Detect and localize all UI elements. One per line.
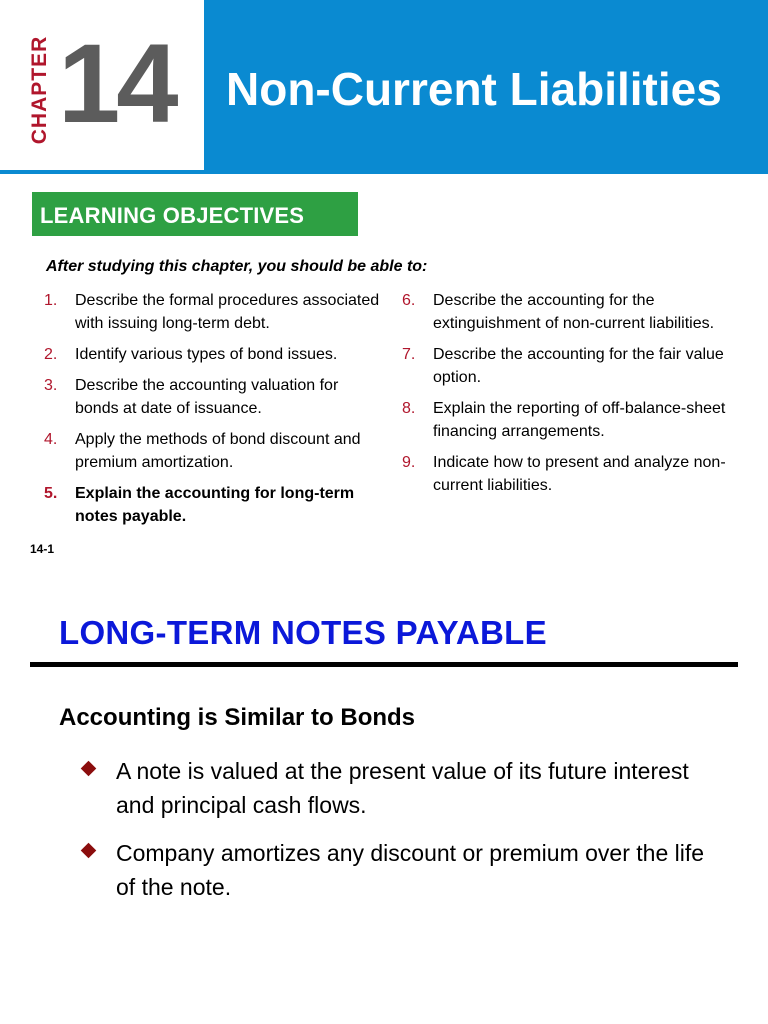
objective-text: Explain the accounting for long-term notes payable.: [75, 485, 355, 525]
objective-text: Indicate how to present and analyze non-current liabilities.: [433, 454, 726, 494]
objective-number: 9.: [402, 454, 416, 471]
objective-item: [44, 343, 384, 366]
slide-title: LONG-TERM NOTES PAYABLE: [59, 614, 547, 651]
chapter-number: 14: [58, 21, 175, 146]
objectives-column-left: [44, 289, 384, 536]
objective-number: 8.: [402, 400, 416, 417]
chapter-title: Non-Current Liabilities: [226, 63, 722, 115]
learning-objectives-intro: After studying this chapter, you should be able to:: [46, 258, 428, 275]
header-divider: [0, 170, 768, 174]
objective-item: [402, 343, 752, 389]
objective-text: Describe the formal procedures associated with issuing long-term debt.: [75, 292, 380, 332]
bullet-list: [80, 754, 720, 918]
page-number: 14-1: [30, 542, 55, 556]
diamond-bullet-icon: [80, 754, 116, 822]
chapter-label: CHAPTER: [28, 35, 51, 145]
bullet-item: [80, 836, 720, 904]
objective-text: Describe the accounting for the fair value option.: [433, 346, 724, 386]
objective-text: Apply the methods of bond discount and premium amortization.: [75, 431, 361, 471]
learning-objectives-heading: [32, 192, 358, 236]
diamond-bullet-icon: [80, 836, 116, 904]
objective-number: 7.: [402, 346, 416, 363]
bullet-item: [80, 754, 720, 822]
title-band: [204, 0, 768, 170]
objective-text: Describe the accounting for the extinguishment of non-current liabilities.: [433, 292, 715, 332]
bullet-text: Company amortizes any discount or premium over the life of the note.: [116, 840, 705, 900]
objective-number: 4.: [44, 431, 58, 448]
objective-number: 1.: [44, 292, 58, 309]
objective-number: 5.: [44, 485, 58, 502]
objective-text: Identify various types of bond issues.: [75, 346, 338, 363]
bullet-text: A note is valued at the present value of its future interest and principal cash flows.: [116, 758, 689, 818]
objective-item: [402, 451, 752, 497]
objective-item: [402, 289, 752, 335]
objective-number: 2.: [44, 346, 58, 363]
slide-subheading: Accounting is Similar to Bonds: [59, 704, 416, 731]
objective-number: 6.: [402, 292, 416, 309]
objective-item-current: [44, 482, 384, 528]
objective-number: 3.: [44, 377, 58, 394]
objective-item: [44, 374, 384, 420]
learning-objectives-label: LEARNING OBJECTIVES: [40, 203, 305, 228]
chapter-badge: [0, 0, 204, 170]
objective-item: [44, 289, 384, 335]
objective-item: [402, 397, 752, 443]
objective-text: Explain the reporting of off-balance-sheet financing arrangements.: [433, 400, 726, 440]
objective-item: [44, 428, 384, 474]
objective-text: Describe the accounting valuation for bonds at date of issuance.: [75, 377, 339, 417]
slide-title-divider: [30, 662, 738, 667]
objectives-column-right: [402, 289, 752, 505]
